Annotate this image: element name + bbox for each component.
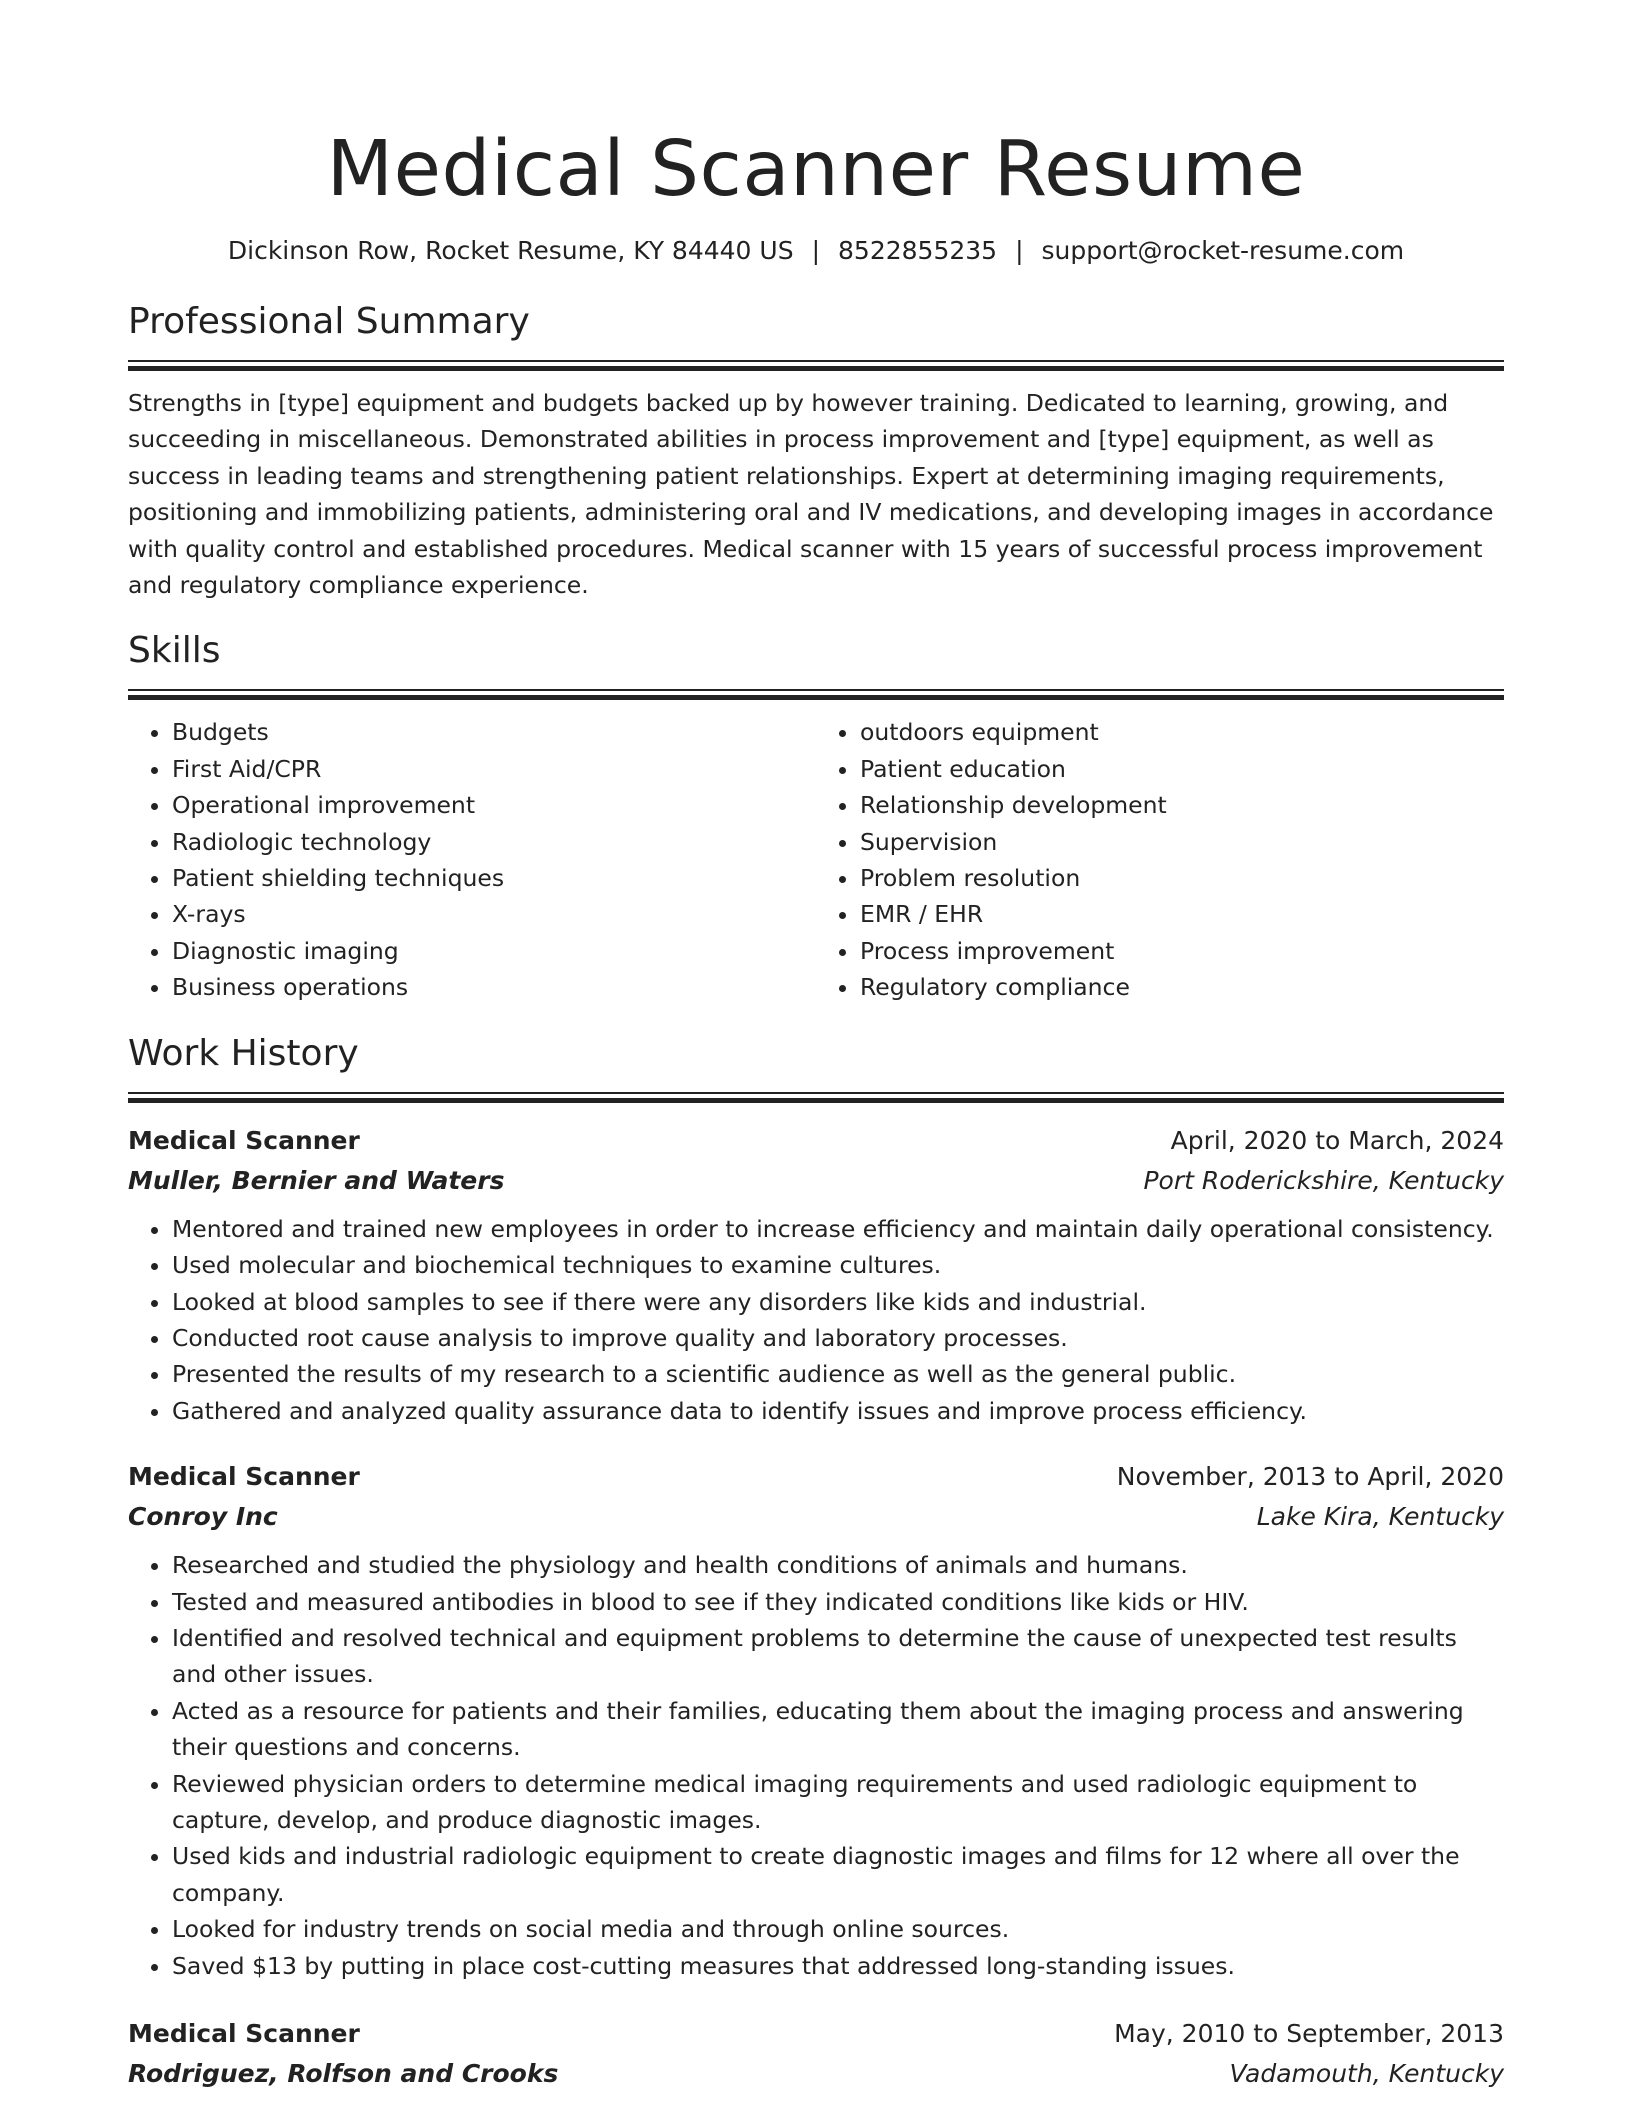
job-company: Muller, Bernier and Waters <box>128 1165 505 1195</box>
contact-separator: | <box>1015 236 1024 265</box>
contact-email: support@rocket-resume.com <box>1041 236 1405 265</box>
job-bullets <box>128 1211 1504 1429</box>
job-bullet: • Tested and measured antibodies in blood to see if they indicated conditions like kids or HIV. <box>172 1584 1504 1620</box>
section-divider <box>128 360 1504 371</box>
job-location: Lake Kira, Kentucky <box>1256 1502 1504 1532</box>
skill-item: • Operational improvement <box>172 787 816 823</box>
job-bullet: • Looked for industry trends on social media and through online sources. <box>172 1911 1504 1947</box>
section-heading-summary: Professional Summary <box>128 301 530 342</box>
job-bullet: • Presented the results of my research to a scientific audience as well as the general public. <box>172 1356 1504 1392</box>
contact-address: Dickinson Row, Rocket Resume, KY 84440 US <box>227 236 794 265</box>
contact-separator: | <box>811 236 821 265</box>
job-subheader <box>128 1161 1504 1201</box>
skill-item: • X-rays <box>172 896 816 932</box>
skill-item: • Diagnostic imaging <box>172 933 816 969</box>
skill-item: • Business operations <box>172 969 816 1005</box>
skill-item: • Relationship development <box>860 787 1504 823</box>
job-bullet: • Used kids and industrial radiologic equipment to create diagnostic images and films for 12 where all over the company. <box>172 1838 1504 1911</box>
job-company: Conroy Inc <box>128 1502 278 1532</box>
job-title: Medical Scanner <box>128 2019 360 2048</box>
job-header <box>128 1457 1504 1497</box>
job-bullet: • Reviewed physician orders to determine medical imaging requirements and used radiologic equipment to capture, develop, and produce diagnostic images. <box>172 1766 1504 1839</box>
job-company: Rodriguez, Rolfson and Crooks <box>128 2059 559 2088</box>
job-bullet: • Mentored and trained new employees in order to increase efficiency and maintain daily operational consistency. <box>172 1211 1504 1247</box>
job-bullet: • Looked at blood samples to see if there were any disorders like kids and industrial. <box>172 1284 1504 1320</box>
job-bullet: • Saved $13 by putting in place cost-cutting measures that addressed long-standing issues. <box>172 1948 1504 1984</box>
job-header <box>128 1121 1504 1161</box>
job-subheader <box>128 1497 1504 1537</box>
job-subheader <box>128 2054 1504 2094</box>
job-title: Medical Scanner <box>128 1125 360 1155</box>
job-bullet: • Acted as a resource for patients and their families, educating them about the imaging process and answering their questions and concerns. <box>172 1693 1504 1766</box>
summary-section <box>128 298 1504 603</box>
job-bullet: • Used molecular and biochemical techniques to examine cultures. <box>172 1247 1504 1283</box>
job-bullet: • Identified and resolved technical and equipment problems to determine the cause of unexpected test results and other issues. <box>172 1620 1504 1693</box>
skill-item: • outdoors equipment <box>860 714 1504 750</box>
skills-list <box>128 714 1504 1005</box>
contact-phone: 8522855235 <box>838 236 998 265</box>
skill-item: • Radiologic technology <box>172 824 816 860</box>
skill-item: • Process improvement <box>860 933 1504 969</box>
job-bullet: • Gathered and analyzed quality assurance data to identify issues and improve process efficiency. <box>172 1393 1504 1429</box>
job-dates: May, 2010 to September, 2013 <box>1114 2019 1504 2048</box>
skill-item: • Budgets <box>172 714 816 750</box>
skill-item: • Problem resolution <box>860 860 1504 896</box>
skill-item: • Patient education <box>860 751 1504 787</box>
skills-column-left <box>128 714 816 1005</box>
skill-item: • Regulatory compliance <box>860 969 1504 1005</box>
job-dates: November, 2013 to April, 2020 <box>1116 1462 1504 1492</box>
job-title: Medical Scanner <box>128 1462 360 1492</box>
skill-item: • First Aid/CPR <box>172 751 816 787</box>
job-location: Vadamouth, Kentucky <box>1229 2059 1504 2088</box>
job-entry <box>128 1121 1504 1429</box>
skill-item: • Patient shielding techniques <box>172 860 816 896</box>
resume-title: Medical Scanner Resume <box>326 125 1306 214</box>
job-entry <box>128 1457 1504 1984</box>
skills-column-right <box>816 714 1504 1005</box>
section-divider <box>128 1092 1504 1103</box>
skill-item: • EMR / EHR <box>860 896 1504 932</box>
contact-line <box>128 234 1504 268</box>
section-divider <box>128 689 1504 700</box>
job-header <box>128 2014 1504 2054</box>
job-location: Port Roderickshire, Kentucky <box>1143 1165 1504 1195</box>
section-heading-work-history: Work History <box>128 1032 359 1074</box>
job-bullet: • Researched and studied the physiology and health conditions of animals and humans. <box>172 1547 1504 1583</box>
summary-text: Strengths in [type] equipment and budgets backed up by however training. Dedicated to learning, growing, and succeeding in miscellaneous. Demonstrated abilities in process improvement and [type] equipment, as well as success in leading teams and strengthening patient relationships. Expert at determining imaging requirements, positioning and immobilizing patients, administering oral and IV medications, and developing images in accordance with quality control and established procedures. Medical scanner with 15 years of successful process improvement and regulatory compliance experience. <box>128 389 1494 600</box>
job-bullet: • Conducted root cause analysis to improve quality and laboratory processes. <box>172 1320 1504 1356</box>
job-bullets <box>128 1547 1504 1984</box>
job-dates: April, 2020 to March, 2024 <box>1170 1125 1504 1155</box>
skill-item: • Supervision <box>860 824 1504 860</box>
work-history-section <box>128 1030 1504 2094</box>
skills-section <box>128 627 1504 1005</box>
section-heading-skills: Skills <box>128 630 221 672</box>
job-entry <box>128 2014 1504 2094</box>
